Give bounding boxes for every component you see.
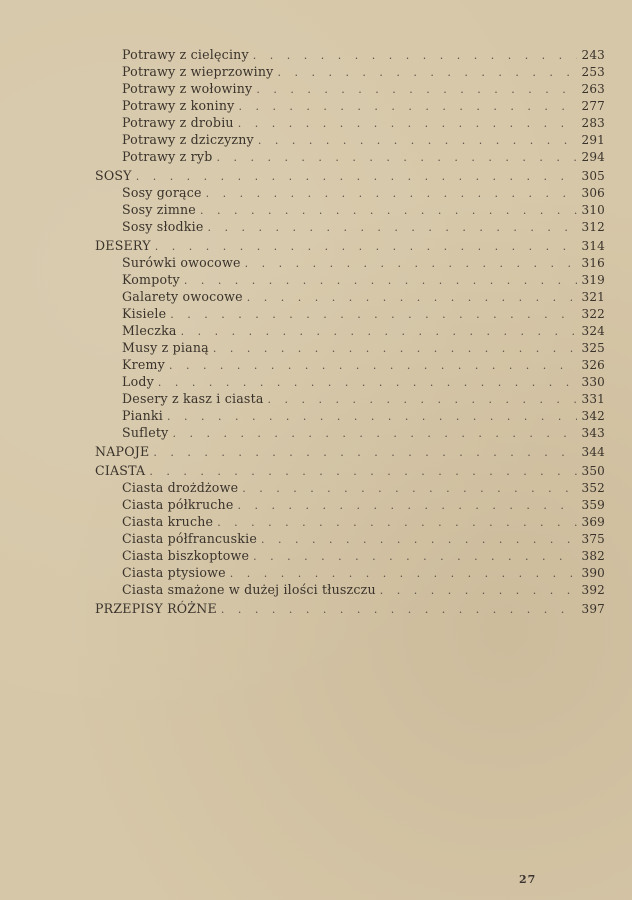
toc-entry-label: Galarety owocowe bbox=[122, 289, 243, 304]
toc-entry-page: 321 bbox=[581, 290, 605, 304]
toc-entry-label: Surówki owocowe bbox=[122, 255, 241, 270]
dot-leader bbox=[242, 482, 577, 495]
toc-entry-label: Potrawy z wieprzowiny bbox=[122, 64, 274, 79]
toc-entry-label: Potrawy z dziczyzny bbox=[122, 132, 254, 147]
dot-leader bbox=[206, 187, 577, 200]
dot-leader bbox=[253, 49, 577, 62]
toc-entry bbox=[95, 132, 605, 149]
toc-entry-page: 352 bbox=[581, 481, 605, 495]
toc-entry bbox=[95, 289, 605, 306]
toc-entry-label: NAPOJE bbox=[95, 444, 150, 459]
toc-entry-page: 359 bbox=[581, 498, 605, 512]
toc-entry-label: Desery z kasz i ciasta bbox=[122, 391, 264, 406]
toc-entry bbox=[95, 408, 605, 425]
toc-entry-label: Sosy gorące bbox=[122, 185, 202, 200]
dot-leader bbox=[184, 274, 577, 287]
toc-entry-label: Potrawy z wołowiny bbox=[122, 81, 253, 96]
toc-entry-label: Ciasta kruche bbox=[122, 514, 214, 529]
page-folio: 27 bbox=[519, 873, 537, 886]
toc-entry-label: Potrawy z drobiu bbox=[122, 115, 234, 130]
toc-entry-label: Potrawy z cielęciny bbox=[122, 47, 249, 62]
dot-leader bbox=[181, 325, 577, 338]
toc-section-entry bbox=[95, 238, 605, 255]
toc-entry-page: 350 bbox=[581, 464, 605, 478]
toc-entry bbox=[95, 149, 605, 166]
toc-entry-page: 277 bbox=[581, 99, 605, 113]
toc-entry-label: Potrawy z ryb bbox=[122, 149, 213, 164]
dot-leader bbox=[153, 446, 577, 459]
toc-section-entry bbox=[95, 444, 605, 461]
toc-entry bbox=[95, 306, 605, 323]
toc-entry-page: 330 bbox=[581, 375, 605, 389]
toc-entry bbox=[95, 357, 605, 374]
dot-leader bbox=[380, 584, 577, 597]
toc-entry-page: 316 bbox=[581, 256, 605, 270]
dot-leader bbox=[200, 204, 577, 217]
toc-entry-page: 375 bbox=[581, 532, 605, 546]
toc-entry bbox=[95, 115, 605, 132]
dot-leader bbox=[247, 291, 577, 304]
dot-leader bbox=[170, 308, 577, 321]
toc-entry bbox=[95, 202, 605, 219]
toc-entry-page: 291 bbox=[581, 133, 605, 147]
toc-entry-page: 326 bbox=[581, 358, 605, 372]
toc-entry-page: 392 bbox=[581, 583, 605, 597]
toc-entry-page: 319 bbox=[581, 273, 605, 287]
toc-entry-label: Suflety bbox=[122, 425, 169, 440]
dot-leader bbox=[253, 550, 577, 563]
toc-entry-label: Kisiele bbox=[122, 306, 167, 321]
toc-entry-page: 310 bbox=[581, 203, 605, 217]
toc-entry-page: 253 bbox=[581, 65, 605, 79]
toc-entry-page: 306 bbox=[581, 186, 605, 200]
dot-leader bbox=[155, 240, 577, 253]
toc-entry-label: Ciasta drożdżowe bbox=[122, 480, 239, 495]
table-of-contents bbox=[95, 47, 605, 618]
toc-entry-label: Sosy słodkie bbox=[122, 219, 204, 234]
toc-entry-label: Ciasta półkruche bbox=[122, 497, 234, 512]
toc-entry-label: Pianki bbox=[122, 408, 163, 423]
dot-leader bbox=[136, 170, 577, 183]
toc-entry bbox=[95, 531, 605, 548]
toc-section-entry bbox=[95, 463, 605, 480]
dot-leader bbox=[167, 410, 577, 423]
toc-section-entry bbox=[95, 601, 605, 618]
toc-entry bbox=[95, 98, 605, 115]
toc-entry-label: Kompoty bbox=[122, 272, 180, 287]
toc-entry bbox=[95, 374, 605, 391]
toc-entry-page: 324 bbox=[581, 324, 605, 338]
toc-entry-page: 243 bbox=[581, 48, 605, 62]
toc-entry bbox=[95, 272, 605, 289]
toc-entry bbox=[95, 480, 605, 497]
toc-entry-label: Ciasta biszkoptowe bbox=[122, 548, 250, 563]
toc-entry-label: DESERY bbox=[95, 238, 151, 253]
dot-leader bbox=[277, 66, 577, 79]
toc-entry bbox=[95, 425, 605, 442]
toc-entry-label: Lody bbox=[122, 374, 154, 389]
toc-entry-page: 331 bbox=[581, 392, 605, 406]
toc-entry-page: 263 bbox=[581, 82, 605, 96]
toc-entry-label: Ciasta półfrancuskie bbox=[122, 531, 257, 546]
dot-leader bbox=[217, 516, 577, 529]
toc-entry bbox=[95, 391, 605, 408]
dot-leader bbox=[158, 376, 577, 389]
dot-leader bbox=[172, 427, 577, 440]
dot-leader bbox=[256, 83, 577, 96]
toc-entry-page: 390 bbox=[581, 566, 605, 580]
toc-entry bbox=[95, 582, 605, 599]
toc-entry bbox=[95, 565, 605, 582]
dot-leader bbox=[149, 465, 577, 478]
toc-entry-page: 312 bbox=[581, 220, 605, 234]
toc-entry-page: 294 bbox=[581, 150, 605, 164]
toc-entry bbox=[95, 81, 605, 98]
dot-leader bbox=[208, 221, 578, 234]
toc-entry-label: Kremy bbox=[122, 357, 165, 372]
toc-entry bbox=[95, 219, 605, 236]
toc-entry-page: 382 bbox=[581, 549, 605, 563]
dot-leader bbox=[238, 100, 577, 113]
toc-entry-page: 283 bbox=[581, 116, 605, 130]
dot-leader bbox=[221, 603, 577, 616]
toc-entry-page: 322 bbox=[581, 307, 605, 321]
dot-leader bbox=[245, 257, 577, 270]
toc-entry-label: Musy z pianą bbox=[122, 340, 209, 355]
toc-entry bbox=[95, 340, 605, 357]
dot-leader bbox=[213, 342, 577, 355]
toc-entry-page: 343 bbox=[581, 426, 605, 440]
dot-leader bbox=[261, 533, 577, 546]
toc-entry-page: 325 bbox=[581, 341, 605, 355]
toc-entry bbox=[95, 323, 605, 340]
toc-entry-page: 344 bbox=[581, 445, 605, 459]
toc-entry-page: 369 bbox=[581, 515, 605, 529]
toc-entry-label: SOSY bbox=[95, 168, 132, 183]
toc-entry bbox=[95, 64, 605, 81]
toc-entry-label: Potrawy z koniny bbox=[122, 98, 235, 113]
dot-leader bbox=[169, 359, 577, 372]
toc-entry bbox=[95, 255, 605, 272]
toc-entry-label: CIASTA bbox=[95, 463, 146, 478]
toc-entry-page: 305 bbox=[581, 169, 605, 183]
toc-entry-label: Sosy zimne bbox=[122, 202, 196, 217]
toc-entry-label: Mleczka bbox=[122, 323, 177, 338]
toc-entry bbox=[95, 514, 605, 531]
dot-leader bbox=[216, 151, 577, 164]
dot-leader bbox=[258, 134, 577, 147]
toc-entry bbox=[95, 47, 605, 64]
toc-entry-page: 314 bbox=[581, 239, 605, 253]
dot-leader bbox=[238, 499, 577, 512]
dot-leader bbox=[238, 117, 577, 130]
toc-entry bbox=[95, 548, 605, 565]
toc-entry-label: Ciasta smażone w dużej ilości tłuszczu bbox=[122, 582, 376, 597]
dot-leader bbox=[230, 567, 577, 580]
toc-entry-label: Ciasta ptysiowe bbox=[122, 565, 226, 580]
dot-leader bbox=[268, 393, 577, 406]
toc-entry-page: 342 bbox=[581, 409, 605, 423]
toc-entry-label: PRZEPISY RÓŻNE bbox=[95, 601, 217, 616]
toc-entry-page: 397 bbox=[581, 602, 605, 616]
toc-entry bbox=[95, 497, 605, 514]
toc-section-entry bbox=[95, 168, 605, 185]
toc-entry bbox=[95, 185, 605, 202]
